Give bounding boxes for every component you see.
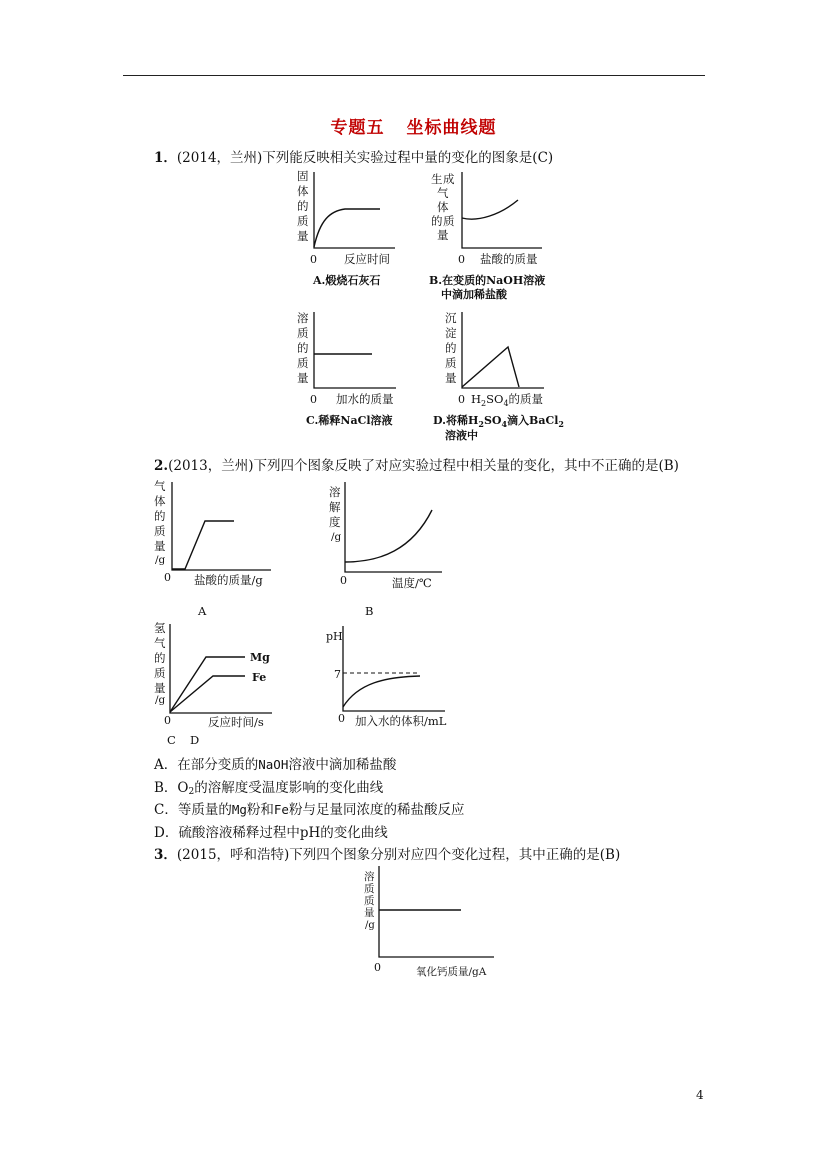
question-text: (2014，兰州)下列能反映相关实验过程中量的变化的图象是(C) bbox=[176, 150, 554, 166]
q2-graph-a bbox=[154, 479, 271, 618]
caption-line2: 溶液中 bbox=[445, 429, 478, 442]
ylabel-char: 量 bbox=[297, 229, 309, 243]
origin-label: 0 bbox=[374, 961, 381, 974]
caption: A bbox=[198, 604, 207, 618]
q2-option-b: B．$O_2$的溶解度受温度影响的变化曲线 bbox=[154, 780, 384, 797]
axes bbox=[314, 312, 396, 388]
curve bbox=[462, 347, 519, 387]
axes bbox=[379, 866, 494, 957]
ylabel-char: 质 bbox=[154, 524, 166, 538]
ylabel-char: 量 bbox=[445, 371, 457, 385]
axes bbox=[172, 482, 271, 570]
ylabel-char: 的 bbox=[431, 214, 443, 228]
ylabel-char: 的 bbox=[154, 509, 166, 523]
ylabel-char: 氢 bbox=[154, 621, 166, 635]
ylabel-char: 的 bbox=[445, 341, 457, 355]
q1-graph-b bbox=[429, 172, 545, 301]
ylabel-char: 的 bbox=[297, 199, 309, 213]
xlabel: 盐酸的质量/g bbox=[194, 573, 263, 587]
caption: C.稀释NaCl溶液 bbox=[306, 414, 393, 427]
ylabel-char: 体 bbox=[154, 494, 166, 508]
question-text: (2013，兰州)下列四个图象反映了对应实验过程中相关量的变化，其中不正确的是(B) bbox=[168, 458, 679, 474]
ylabel: pH bbox=[326, 630, 343, 643]
q2-graph-b bbox=[329, 482, 442, 618]
xlabel: $H_2SO_4$的质量 bbox=[471, 392, 544, 408]
origin-label: 0 bbox=[310, 393, 317, 406]
ylabel-char: 成 bbox=[443, 172, 455, 186]
ylabel-char: 解 bbox=[329, 500, 341, 514]
origin-label: 0 bbox=[164, 571, 171, 584]
ylabel-char: 量 bbox=[297, 371, 309, 385]
axes bbox=[345, 482, 442, 572]
caption-line2: 中滴加稀盐酸 bbox=[441, 288, 507, 301]
question-number: 1． bbox=[154, 150, 177, 166]
ylabel-char: 生 bbox=[431, 172, 443, 186]
axes bbox=[343, 626, 445, 711]
origin-label: 0 bbox=[340, 574, 347, 587]
ylabel-char: 溶 bbox=[364, 871, 375, 883]
ylabel-char: 量 bbox=[154, 681, 166, 695]
xlabel: 反应时间/s bbox=[208, 715, 264, 729]
ylabel-char: 溶 bbox=[297, 311, 309, 325]
title-part1: 专题五 bbox=[330, 118, 385, 138]
ylabel-char: 质 bbox=[297, 326, 309, 340]
caption: C bbox=[167, 733, 176, 747]
ylabel-char: 沉 bbox=[445, 311, 457, 325]
ylabel-char: 质 bbox=[154, 666, 166, 680]
ylabel-char: 的 bbox=[297, 341, 309, 355]
ylabel-char: 度 bbox=[329, 515, 341, 529]
caption-line1: D.将稀$H_2SO_4$滴入BaCl$_2$ bbox=[433, 414, 564, 429]
curve bbox=[345, 510, 432, 562]
yunit: /g bbox=[155, 554, 166, 566]
xlabel: 反应时间 bbox=[344, 252, 390, 266]
ylabel-char: 量 bbox=[437, 228, 449, 242]
curve bbox=[462, 200, 518, 219]
ylabel-char: 质 bbox=[443, 214, 455, 228]
q3-graph bbox=[364, 866, 494, 978]
origin-label: 0 bbox=[458, 393, 465, 406]
ylabel-char: 气 bbox=[154, 479, 166, 493]
ylabel-char: 的 bbox=[154, 651, 166, 665]
curve bbox=[172, 521, 234, 569]
xlabel: 盐酸的质量 bbox=[480, 252, 538, 266]
tick-label: 7 bbox=[334, 668, 341, 681]
ylabel-char: 气 bbox=[154, 636, 166, 650]
ylabel-char: 固 bbox=[297, 169, 309, 183]
title-part2: 坐标曲线题 bbox=[406, 118, 497, 138]
origin-label: 0 bbox=[310, 253, 317, 266]
question-2 bbox=[154, 454, 679, 474]
ylabel-char: 淀 bbox=[445, 326, 457, 340]
origin-label: 0 bbox=[458, 253, 465, 266]
ylabel-char: 体 bbox=[437, 200, 449, 214]
ylabel-char: 气 bbox=[437, 186, 449, 200]
q1-graph-d bbox=[433, 311, 564, 442]
origin-label: 0 bbox=[164, 714, 171, 727]
q2-graph-c bbox=[154, 621, 272, 747]
xlabel: 氧化钙质量/gA bbox=[416, 966, 487, 978]
q2-option-c: C．等质量的Mg粉和Fe粉与足量同浓度的稀盐酸反应 bbox=[154, 802, 465, 818]
series-mg-line bbox=[170, 657, 245, 712]
question-text: (2015，呼和浩特)下列四个图象分别对应四个变化过程，其中正确的是(B) bbox=[176, 847, 621, 863]
caption-line1: B.在变质的NaOH溶液 bbox=[429, 274, 546, 287]
ylabel-char: 质 bbox=[445, 356, 457, 370]
xlabel: 温度/℃ bbox=[392, 576, 432, 590]
series-mg-label: Mg bbox=[250, 651, 270, 664]
q1-graph-c bbox=[297, 311, 396, 427]
ylabel-char: 体 bbox=[297, 184, 309, 198]
xlabel: 加入水的体积/mL bbox=[355, 714, 447, 728]
caption-d: D bbox=[190, 733, 200, 747]
yunit: /g bbox=[155, 694, 166, 706]
question-number: 3． bbox=[154, 847, 177, 863]
ylabel-char: 质 bbox=[364, 895, 375, 907]
q2-option-a: A．在部分变质的NaOH溶液中滴加稀盐酸 bbox=[154, 757, 397, 773]
axes bbox=[314, 172, 395, 248]
q1-graph-a bbox=[297, 169, 395, 287]
curve bbox=[343, 676, 420, 707]
page-number: 4 bbox=[696, 1088, 704, 1102]
curve bbox=[314, 209, 380, 247]
caption: B bbox=[365, 604, 374, 618]
origin-label: 0 bbox=[338, 712, 345, 725]
yunit: /g bbox=[331, 531, 342, 543]
q2-option-d: D．硫酸溶液稀释过程中pH的变化曲线 bbox=[154, 825, 388, 841]
series-fe-label: Fe bbox=[252, 671, 267, 684]
caption: A.煅烧石灰石 bbox=[313, 274, 381, 287]
yunit: /g bbox=[365, 920, 375, 931]
ylabel-char: 量 bbox=[154, 539, 166, 553]
question-3 bbox=[154, 843, 620, 863]
ylabel-char: 质 bbox=[297, 214, 309, 228]
question-number: 2. bbox=[154, 458, 169, 474]
q2-graph-d bbox=[326, 626, 447, 728]
ylabel-char: 溶 bbox=[329, 485, 341, 499]
ylabel-char: 质 bbox=[364, 883, 375, 895]
ylabel-char: 量 bbox=[364, 907, 375, 919]
xlabel: 加水的质量 bbox=[336, 392, 394, 406]
ylabel-char: 质 bbox=[297, 356, 309, 370]
